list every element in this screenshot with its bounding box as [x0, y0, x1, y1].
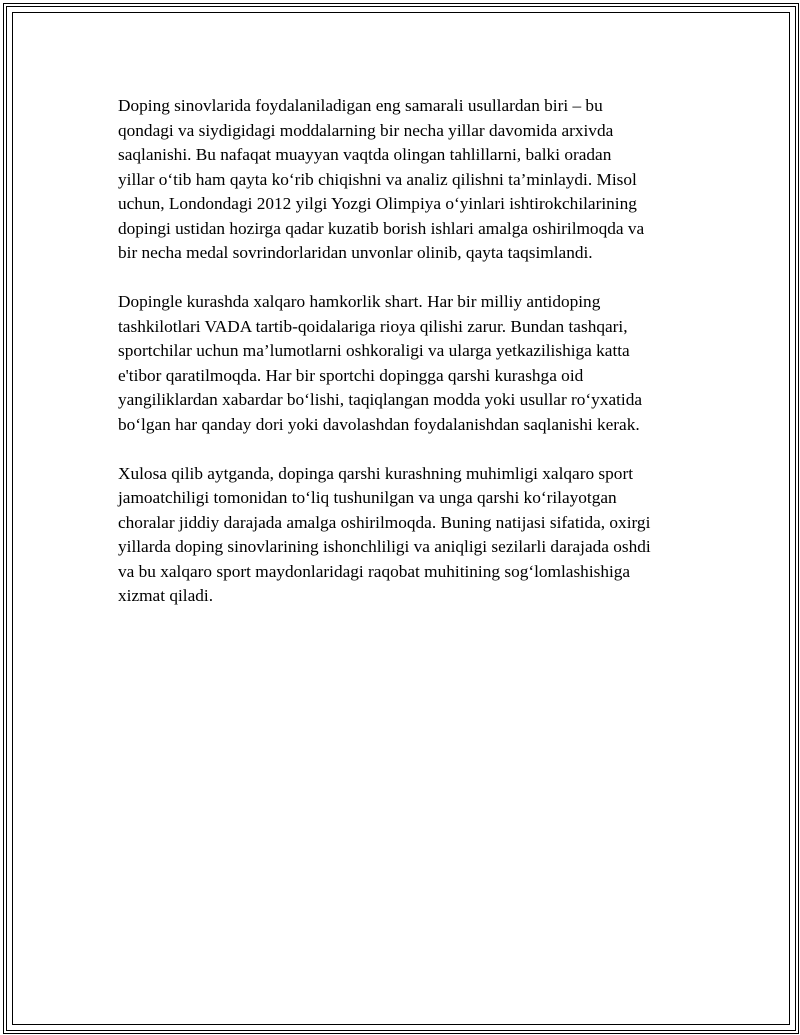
text-line: yillarda doping sinovlarining ishonchliligi va aniqligi sezilarli darajada oshdi — [118, 537, 651, 556]
text-line: choralar jiddiy darajada amalga oshirilmoqda. Buning natijasi sifatida, oxirgi — [118, 512, 651, 532]
paragraph-2 — [118, 290, 693, 437]
text-line: sportchilar uchun ma’lumotlarni oshkoraligi va ularga yetkazilishiga katta — [118, 341, 630, 360]
text-line: qondagi va siydigidagi moddalarning bir necha yillar davomida arxivda — [118, 120, 614, 140]
text-line: uchun, Londondagi 2012 yilgi Yozgi Olimpiya o‘yinlari ishtirokchilarining — [118, 194, 637, 213]
text-line: saqlanishi. Bu nafaqat muayyan vaqtda olingan tahlillarni, balki oradan — [118, 145, 612, 164]
text-line: dopingi ustidan hozirga qadar kuzatib borish ishlari amalga oshirilmoqda va — [118, 218, 645, 238]
text-line: bo‘lgan har qanday dori yoki davolashdan foydalanishdan saqlanishi kerak. — [118, 414, 640, 434]
text-line: Xulosa qilib aytganda, dopinga qarshi kurashning muhimligi xalqaro sport — [118, 463, 633, 483]
text-line: Dopingle kurashda xalqaro hamkorlik shart. Har bir milliy antidoping — [118, 292, 601, 311]
text-line: jamoatchiligi tomonidan to‘liq tushunilgan va unga qarshi ko‘rilayotgan — [118, 488, 617, 507]
text-line: yillar o‘tib ham qayta ko‘rib chiqishni va analiz qilishni ta’minlaydi. Misol — [118, 169, 637, 189]
text-line: xizmat qiladi. — [118, 586, 214, 605]
text-line: Doping sinovlarida foydalaniladigan eng samarali usullardan biri – bu — [118, 96, 603, 115]
text-line: tashkilotlari VADA tartib-qoidalariga rioya qilishi zarur. Bundan tashqari, — [118, 316, 628, 336]
paragraph-3 — [118, 462, 693, 609]
text-line: bir necha medal sovrindorlaridan unvonlar olinib, qayta taqsimlandi. — [118, 243, 593, 262]
text-line: va bu xalqaro sport maydonlaridagi raqobat muhitining sog‘lomlashishiga — [118, 561, 631, 581]
text-line: e'tibor qaratilmoqda. Har bir sportchi dopingga qarshi kurashga oid — [118, 365, 584, 385]
text-line: yangiliklardan xabardar bo‘lishi, taqiqlangan modda yoki usullar ro‘yxatida — [118, 390, 643, 409]
document-body — [118, 94, 693, 633]
paragraph-1 — [118, 94, 693, 266]
